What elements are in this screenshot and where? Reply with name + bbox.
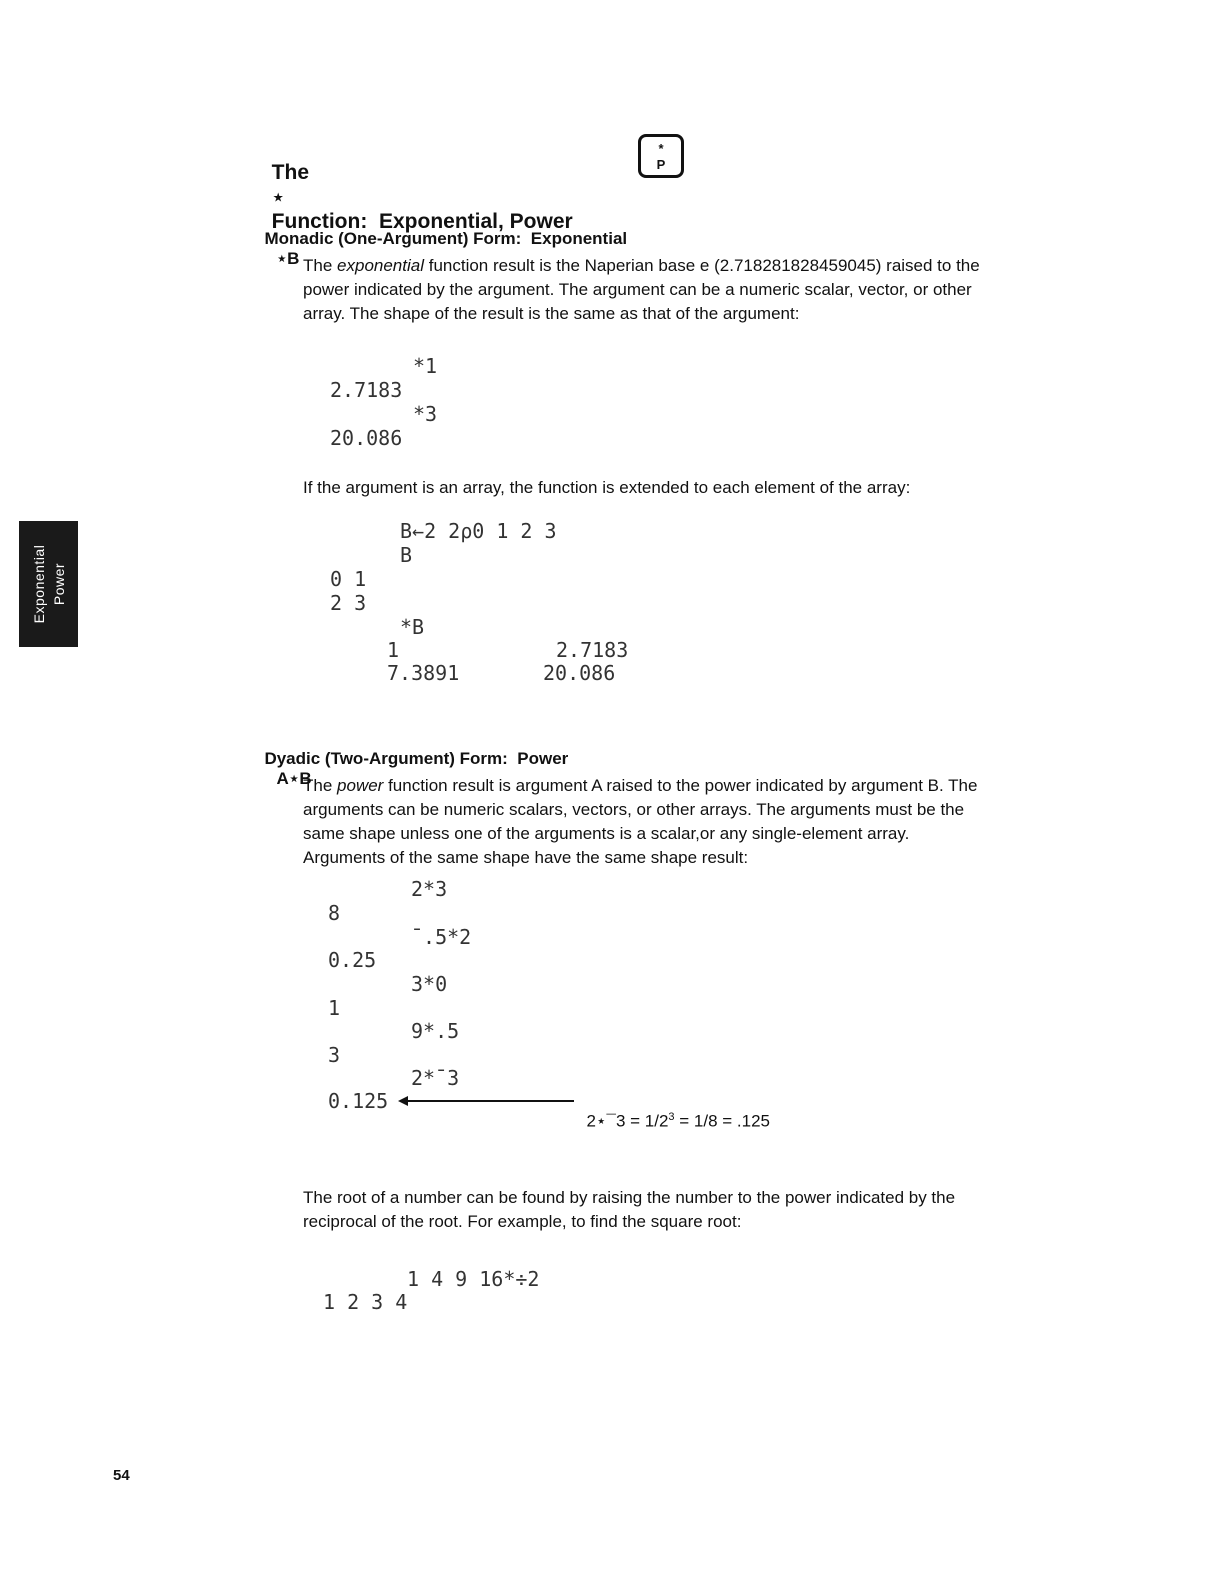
code-output: 7.3891 — [387, 661, 460, 685]
dyadic-para-intro: The — [303, 776, 338, 795]
dyadic-para-term: power — [337, 776, 384, 795]
code-input: 9*.5 — [411, 1019, 460, 1043]
code-input: B — [400, 543, 413, 567]
dyadic-paragraph — [303, 774, 983, 870]
code-input: ¯.5*2 — [411, 925, 472, 949]
title-prefix: The — [271, 161, 310, 184]
keyboard-key-icon — [638, 134, 684, 178]
array-intro-paragraph: If the argument is an array, the function is extended to each element of the array: — [303, 478, 911, 497]
section-side-tab — [19, 521, 78, 647]
code-input: 2*¯3 — [411, 1066, 460, 1090]
key-bottom-legend: P — [656, 157, 666, 172]
root-paragraph: The root of a number can be found by raising the number to the power indicated by the reciprocal of the root. For example, to find the square root: — [303, 1188, 956, 1231]
annotation-lhs: 2⋆¯3 = 1/2 — [586, 1111, 669, 1131]
monadic-para-intro: The — [303, 256, 338, 275]
code-output: 0.25 — [328, 948, 377, 972]
monadic-heading-text: Monadic (One-Argument) Form: Exponential — [264, 229, 628, 248]
code-output: 2.7183 — [330, 378, 403, 402]
code-input: *B — [400, 615, 425, 639]
star-symbol: ⋆ — [271, 186, 285, 209]
code-input: *3 — [413, 402, 438, 426]
power-annotation — [577, 1091, 770, 1132]
page-number: 54 — [113, 1467, 130, 1484]
dyadic-heading-text: Dyadic (Two-Argument) Form: Power — [264, 749, 569, 768]
code-output: 20.086 — [330, 426, 403, 450]
side-tab-line1: Exponential — [30, 544, 47, 624]
annotation-rhs: = 1/8 = .125 — [674, 1111, 770, 1131]
arrow-line — [404, 1100, 574, 1102]
dyadic-para-rest: function result is argument A raised to the power indicated by argument B. The arguments can be numeric scalars, vectors, or other arrays. The arguments must be the same shape unless one of the arguments is a scalar,or any single-element array. Arguments of the same shape have the same shape result: — [303, 776, 978, 867]
code-output: 20.086 — [543, 661, 616, 685]
code-input: 1 4 9 16*÷2 — [407, 1267, 540, 1291]
code-output: 2 3 — [330, 591, 367, 615]
code-input: 3*0 — [411, 972, 448, 996]
code-output: 1 — [328, 996, 341, 1020]
code-output: 0.125 — [328, 1089, 389, 1113]
key-top-legend: * — [658, 141, 664, 156]
code-output: 3 — [328, 1043, 341, 1067]
dyadic-syntax: A⋆B — [276, 769, 312, 788]
code-output: 1 — [387, 638, 400, 662]
annotation-exponent: 3 — [668, 1111, 675, 1123]
code-output: 0 1 — [330, 567, 367, 591]
monadic-para-term: exponential — [337, 256, 424, 275]
monadic-para-rest: function result is the Naperian base e (2.718281828459045) raised to the power indicated by the argument. The argument can be a numeric scalar, vector, or other array. The shape of the result is the same as that of the argument: — [303, 256, 980, 323]
side-tab-line2: Power — [50, 562, 67, 606]
code-output: 2.7183 — [556, 638, 629, 662]
code-input: *1 — [413, 354, 438, 378]
code-input: 2*3 — [411, 877, 448, 901]
code-output: 1 2 3 4 — [323, 1290, 408, 1314]
code-output: 8 — [328, 901, 341, 925]
code-input: B←2 2⍴0 1 2 3 — [400, 519, 557, 543]
monadic-syntax: ⋆B — [276, 249, 300, 268]
monadic-paragraph — [303, 254, 983, 326]
title-rest: Function: Exponential, Power — [271, 210, 573, 233]
